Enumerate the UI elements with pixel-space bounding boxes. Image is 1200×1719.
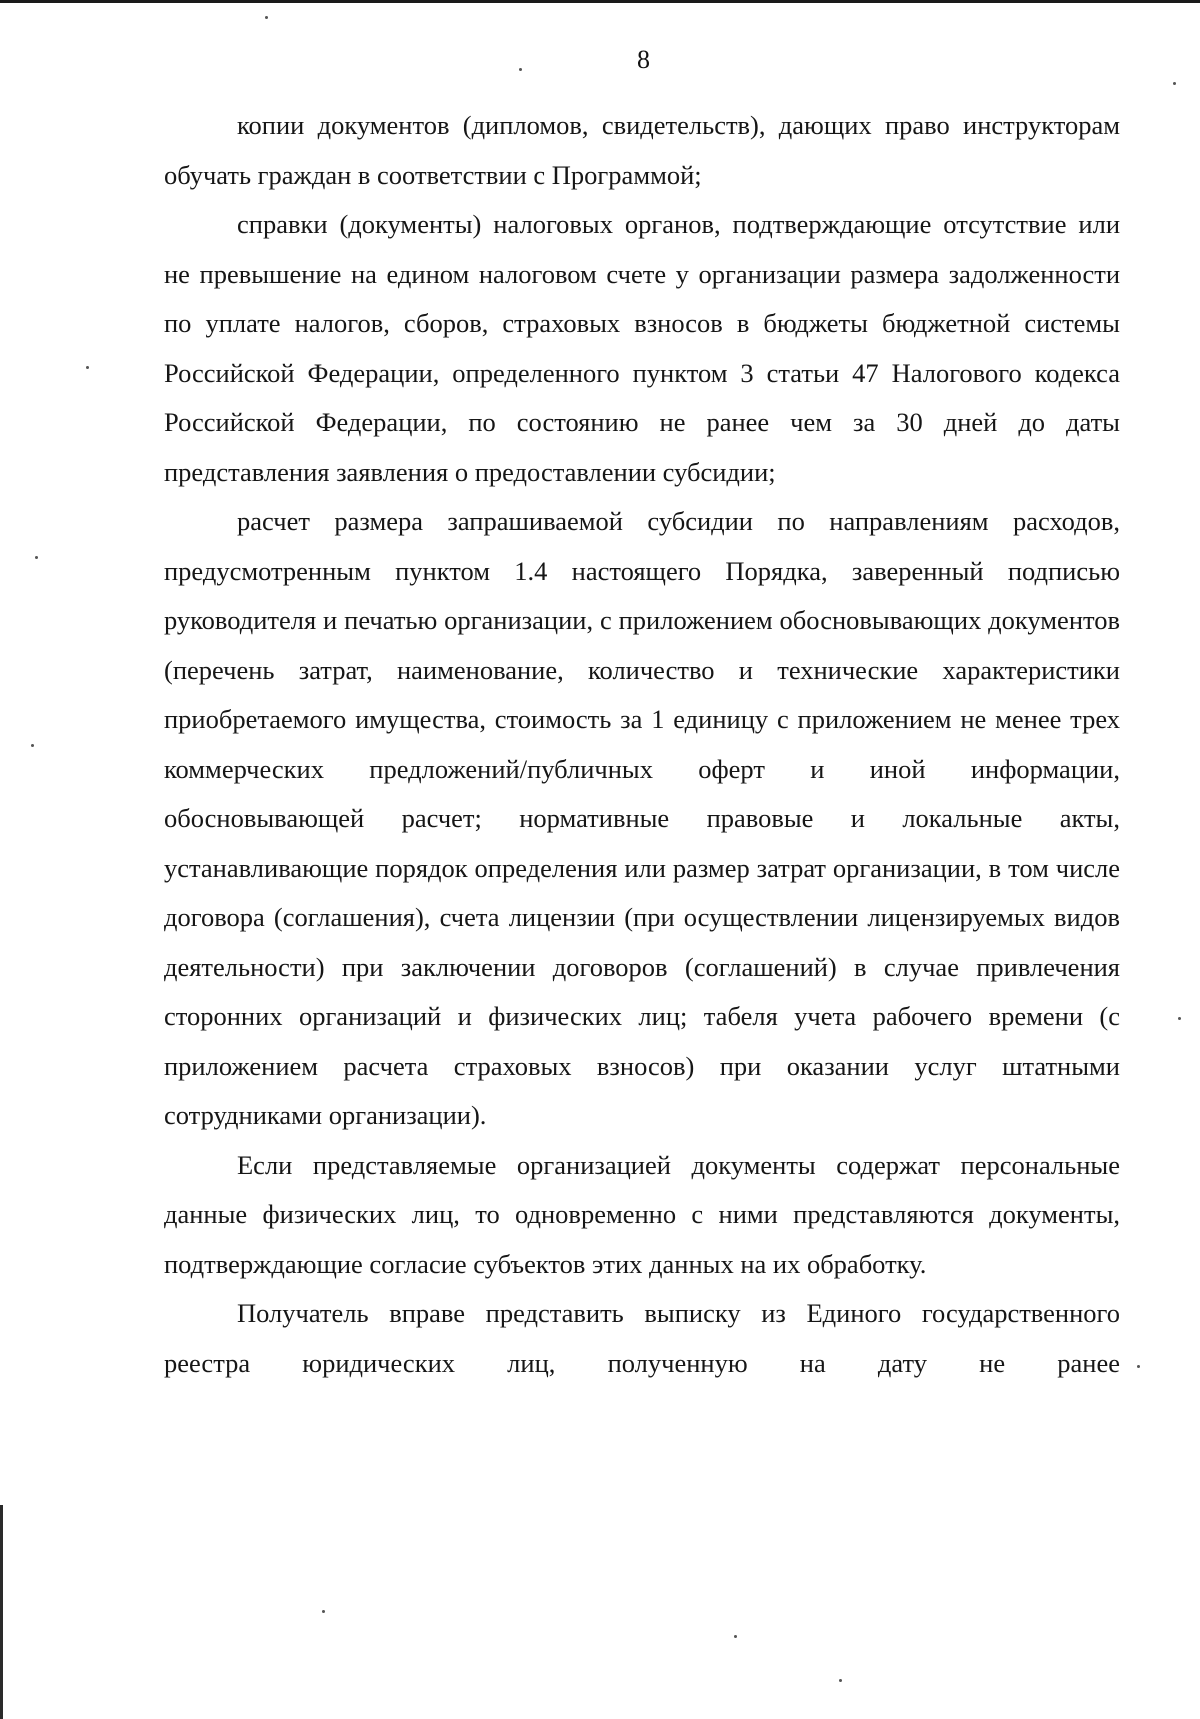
scan-speck (839, 1679, 842, 1682)
paragraph-personal-data: Если представляемые организацией документы содержат персональные данные физических лиц, то одновременно с ними представляются документы, подтверждающие согласие субъектов этих данных на их обработку. (164, 1149, 1120, 1279)
scan-speck (322, 1610, 325, 1613)
left-scan-edge (0, 1505, 3, 1719)
document-body (164, 101, 1120, 1388)
scan-speck (265, 16, 268, 19)
scan-speck (1173, 82, 1176, 85)
top-border-line (0, 0, 1200, 3)
scan-speck (35, 556, 38, 559)
page-number: 8 (637, 45, 650, 74)
paragraph-tax-certificates: справки (документы) налоговых органов, подтверждающие отсутствие или не превышение на едином налоговом счете у организации размера задолженности по уплате налогов, сборов, страховых взносов в бюджеты бюджетной системы Российской Федерации, определенного пунктом 3 статьи 47 Налогового кодекса Российской Федерации, по состоянию не ранее чем за 30 дней до даты представления заявления о предоставлении субсидии; (164, 209, 1120, 487)
paragraph-instructor-documents: копии документов (дипломов, свидетельств), дающих право инструкторам обучать граждан в соответствии с Программой; (164, 110, 1120, 190)
scan-speck (31, 744, 34, 747)
paragraph-registry-extract: Получатель вправе представить выписку из Единого государственного реестра юридических лиц, полученную на дату не ранее (164, 1298, 1120, 1378)
scan-speck (1137, 1365, 1140, 1368)
scan-speck (1178, 1017, 1181, 1020)
scan-speck (734, 1635, 737, 1638)
scan-speck (86, 366, 89, 369)
paragraph-subsidy-calculation: расчет размера запрашиваемой субсидии по направлениям расходов, предусмотренным пунктом 1.4 настоящего Порядка, заверенный подписью руководителя и печатью организации, с приложением обосновывающих документов (перечень затрат, наименование, количество и технические характеристики приобретаемого имущества, стоимость за 1 единицу с приложением не менее трех коммерческих предложений/публичных оферт и иной информации, обосновывающей расчет; нормативные правовые и локальные акты, устанавливающие порядок определения или размер затрат организации, в том числе договора (соглашения), счета лицензии (при осуществлении лицензируемых видов деятельности) при заключении договоров (соглашений) в случае привлечения сторонних организаций и физических лиц; табеля учета рабочего времени (с приложением расчета страховых взносов) при оказании услуг штатными сотрудниками организации). (164, 506, 1120, 1130)
scan-speck (519, 68, 522, 71)
